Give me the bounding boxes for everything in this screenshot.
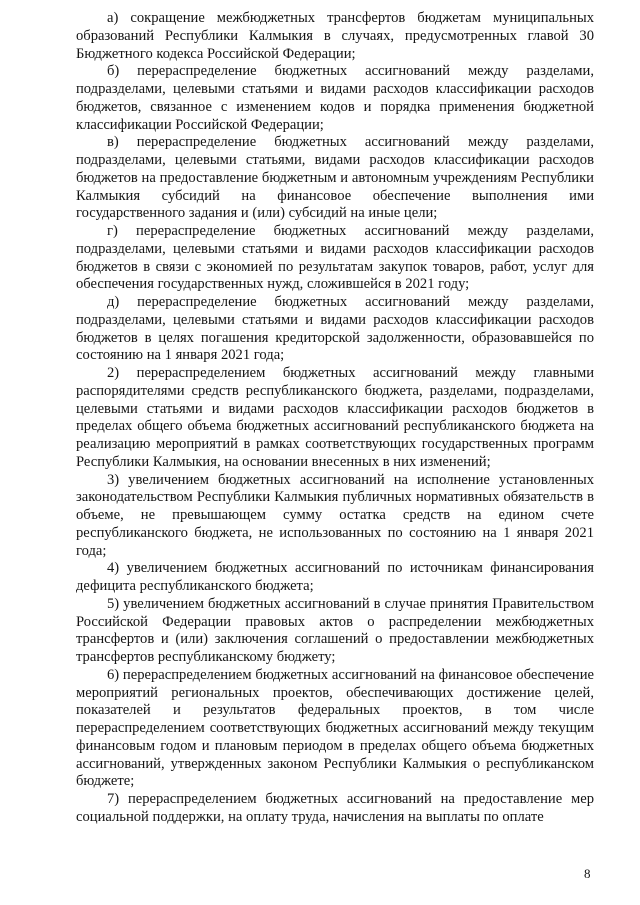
document-body (76, 10, 594, 827)
paragraph-2: 2) перераспределением бюджетных ассигнований между главными распорядителями средств республиканского бюджета, разделами, подразделами, целевыми статьями и видами расходов классификации расходов бюджетов в пределах общего объема бюджетных ассигнований республиканского бюджета на реализацию мероприятий в рамках соответствующих государственных программ Республики Калмыкия, на основании внесенных в них изменений; (76, 365, 594, 470)
paragraph-a: а) сокращение межбюджетных трансфертов бюджетам муниципальных образований Республики Калмыкия в случаях, предусмотренных главой 30 Бюджетного кодекса Российской Федерации; (76, 10, 594, 62)
paragraph-7: 7) перераспределением бюджетных ассигнований на предоставление мер социальной поддержки, на оплату труда, начисления на выплаты по оплате (76, 791, 594, 825)
paragraph-d: д) перераспределение бюджетных ассигнований между разделами, подразделами, целевыми статьями и видами расходов классификации расходов бюджетов в целях погашения кредиторской задолженности, образовавшейся по состоянию на 1 января 2021 года; (76, 294, 594, 364)
paragraph-3: 3) увеличением бюджетных ассигнований на исполнение установленных законодательством Республики Калмыкия публичных нормативных обязательств в объеме, не превышающем сумму остатка средств на едином счете республиканского бюджета, не использованных по состоянию на 1 января 2021 года; (76, 471, 594, 559)
paragraph-v: в) перераспределение бюджетных ассигнований между разделами, подразделами, целевыми статьями, видами расходов классификации расходов бюджетов на предоставление бюджетным и автономным учреждениям Республики Калмыкия субсидий на финансовое обеспечение выполнения ими государственного задания и (или) субсидий на иные цели; (76, 134, 594, 222)
paragraph-4: 4) увеличением бюджетных ассигнований по источникам финансирования дефицита республиканского бюджета; (76, 560, 594, 594)
paragraph-g: г) перераспределение бюджетных ассигнований между разделами, подразделами, целевыми статьями и видами расходов классификации расходов бюджетов в связи с экономией по результатам закупок товаров, работ, услуг для обеспечения государственных нужд, сложившейся в 2021 году; (76, 223, 594, 293)
paragraph-6: 6) перераспределением бюджетных ассигнований на финансовое обеспечение мероприятий региональных проектов, обеспечивающих достижение целей, показателей и результатов федеральных проектов, в том числе перераспределением соответствующих бюджетных ассигнований между текущим финансовым годом и плановым периодом в пределах общего объема бюджетных ассигнований, утвержденных законом Республики Калмыкия о республиканском бюджете; (76, 666, 594, 790)
paragraph-5: 5) увеличением бюджетных ассигнований в случае принятия Правительством Российской Федерации правовых актов о распределении межбюджетных трансфертов и (или) заключения соглашений о предоставлении межбюджетных трансфертов республиканскому бюджету; (76, 595, 594, 665)
page-number: 8 (584, 866, 591, 881)
paragraph-b: б) перераспределение бюджетных ассигнований между разделами, подразделами, целевыми статьями и видами расходов классификации расходов бюджетов, связанное с изменением кодов и порядка применения бюджетной классификации Российской Федерации; (76, 63, 594, 133)
